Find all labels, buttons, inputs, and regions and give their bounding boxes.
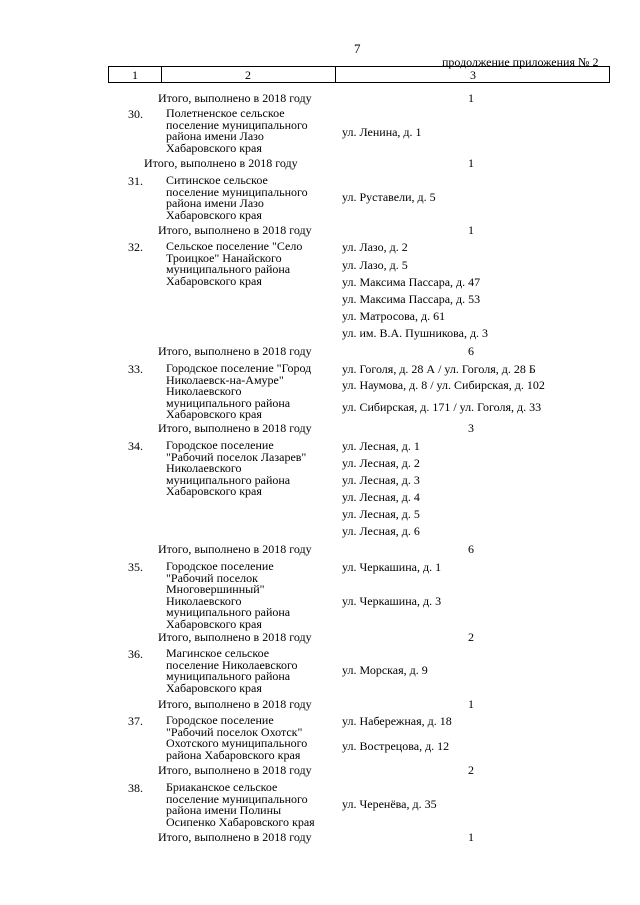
row-number: 38. [128, 781, 143, 795]
page-number: 7 [354, 41, 361, 56]
total-label: Итого, выполнено в 2018 году [158, 421, 312, 435]
total-value: 1 [468, 697, 474, 711]
row-number: 34. [128, 439, 143, 453]
settlement-name: Городское поселение "Город Николаевск-на-Амуре" Николаевского муниципального района Хабаровского края [166, 361, 312, 421]
row-number: 35. [128, 560, 143, 574]
total-value: 1 [468, 830, 474, 844]
total-label: Итого, выполнено в 2018 году [158, 91, 312, 105]
total-value: 1 [468, 156, 474, 170]
total-label: Итого, выполнено в 2018 году [158, 830, 312, 844]
total-label: Итого, выполнено в 2018 году [158, 542, 312, 556]
address: ул. им. В.А. Пушникова, д. 3 [342, 326, 489, 340]
settlement-name: Сельское поселение "Село Троицкое" Нанайского муниципального района Хабаровского края [166, 239, 303, 288]
total-value: 2 [468, 630, 474, 644]
address: ул. Максима Пассара, д. 53 [342, 292, 481, 306]
row-number: 36. [128, 647, 143, 661]
total-value: 6 [468, 344, 474, 358]
address: ул. Черкашина, д. 1 [342, 560, 442, 574]
address: ул. Руставели, д. 5 [342, 190, 436, 204]
address: ул. Лесная, д. 6 [342, 524, 420, 538]
address: ул. Черкашина, д. 3 [342, 594, 442, 608]
total-label: Итого, выполнено в 2018 году [158, 344, 312, 358]
address: ул. Вострецова, д. 12 [342, 739, 450, 753]
address: ул. Черенёва, д. 35 [342, 797, 437, 811]
address: ул. Набережная, д. 18 [342, 714, 452, 728]
total-value: 1 [468, 91, 474, 105]
total-value: 1 [468, 223, 474, 237]
address: ул. Лесная, д. 4 [342, 490, 420, 504]
address: ул. Матросова, д. 61 [342, 309, 446, 323]
address: ул. Ленина, д. 1 [342, 125, 422, 139]
total-label: Итого, выполнено в 2018 году [158, 763, 312, 777]
address: ул. Лесная, д. 5 [342, 507, 420, 521]
row-number: 32. [128, 240, 143, 254]
address: ул. Лесная, д. 1 [342, 439, 420, 453]
total-value: 2 [468, 763, 474, 777]
continuation-note: продолжение приложения № 2 [442, 55, 599, 69]
address: ул. Лесная, д. 3 [342, 473, 420, 487]
address: ул. Лазо, д. 2 [342, 240, 408, 254]
total-label: Итого, выполнено в 2018 году [158, 697, 312, 711]
header-col-1: 1 [132, 68, 138, 82]
settlement-name: Полетненское сельское поселение муниципального района имени Лазо Хабаровского края [166, 106, 308, 155]
total-label: Итого, выполнено в 2018 году [158, 630, 312, 644]
address: ул. Гоголя, д. 28 А / ул. Гоголя, д. 28 Б [342, 362, 536, 376]
address: ул. Наумова, д. 8 / ул. Сибирская, д. 102 [342, 378, 545, 392]
total-value: 3 [468, 421, 474, 435]
row-number: 30. [128, 107, 143, 121]
row-number: 31. [128, 174, 143, 188]
settlement-name: Городское поселение "Рабочий поселок Охотск" Охотского муниципального района Хабаровского края [166, 713, 308, 762]
table-header [108, 66, 610, 83]
settlement-name: Городское поселение "Рабочий поселок Лазарев" Николаевского муниципального района Хабаровского края [166, 438, 307, 498]
settlement-name: Бриаканское сельское поселение муниципального района имени Полины Осипенко Хабаровского края [166, 780, 315, 829]
settlement-name: Ситинское сельское поселение муниципального района имени Лазо Хабаровского края [166, 173, 308, 222]
header-col-3: 3 [470, 68, 476, 82]
header-col-2: 2 [245, 68, 251, 82]
address: ул. Лесная, д. 2 [342, 456, 420, 470]
total-label: Итого, выполнено в 2018 году [158, 223, 312, 237]
settlement-name: Магинское сельское поселение Николаевского муниципального района Хабаровского края [166, 646, 298, 695]
total-value: 6 [468, 542, 474, 556]
address: ул. Максима Пассара, д. 47 [342, 275, 481, 289]
row-number: 33. [128, 362, 143, 376]
address: ул. Морская, д. 9 [342, 663, 428, 677]
total-label: Итого, выполнено в 2018 году [144, 156, 298, 170]
settlement-name: Городское поселение "Рабочий поселок Многовершинный" Николаевского муниципального района Хабаровского края [166, 559, 291, 631]
address: ул. Сибирская, д. 171 / ул. Гоголя, д. 33 [342, 400, 542, 414]
address: ул. Лазо, д. 5 [342, 258, 408, 272]
row-number: 37. [128, 714, 143, 728]
